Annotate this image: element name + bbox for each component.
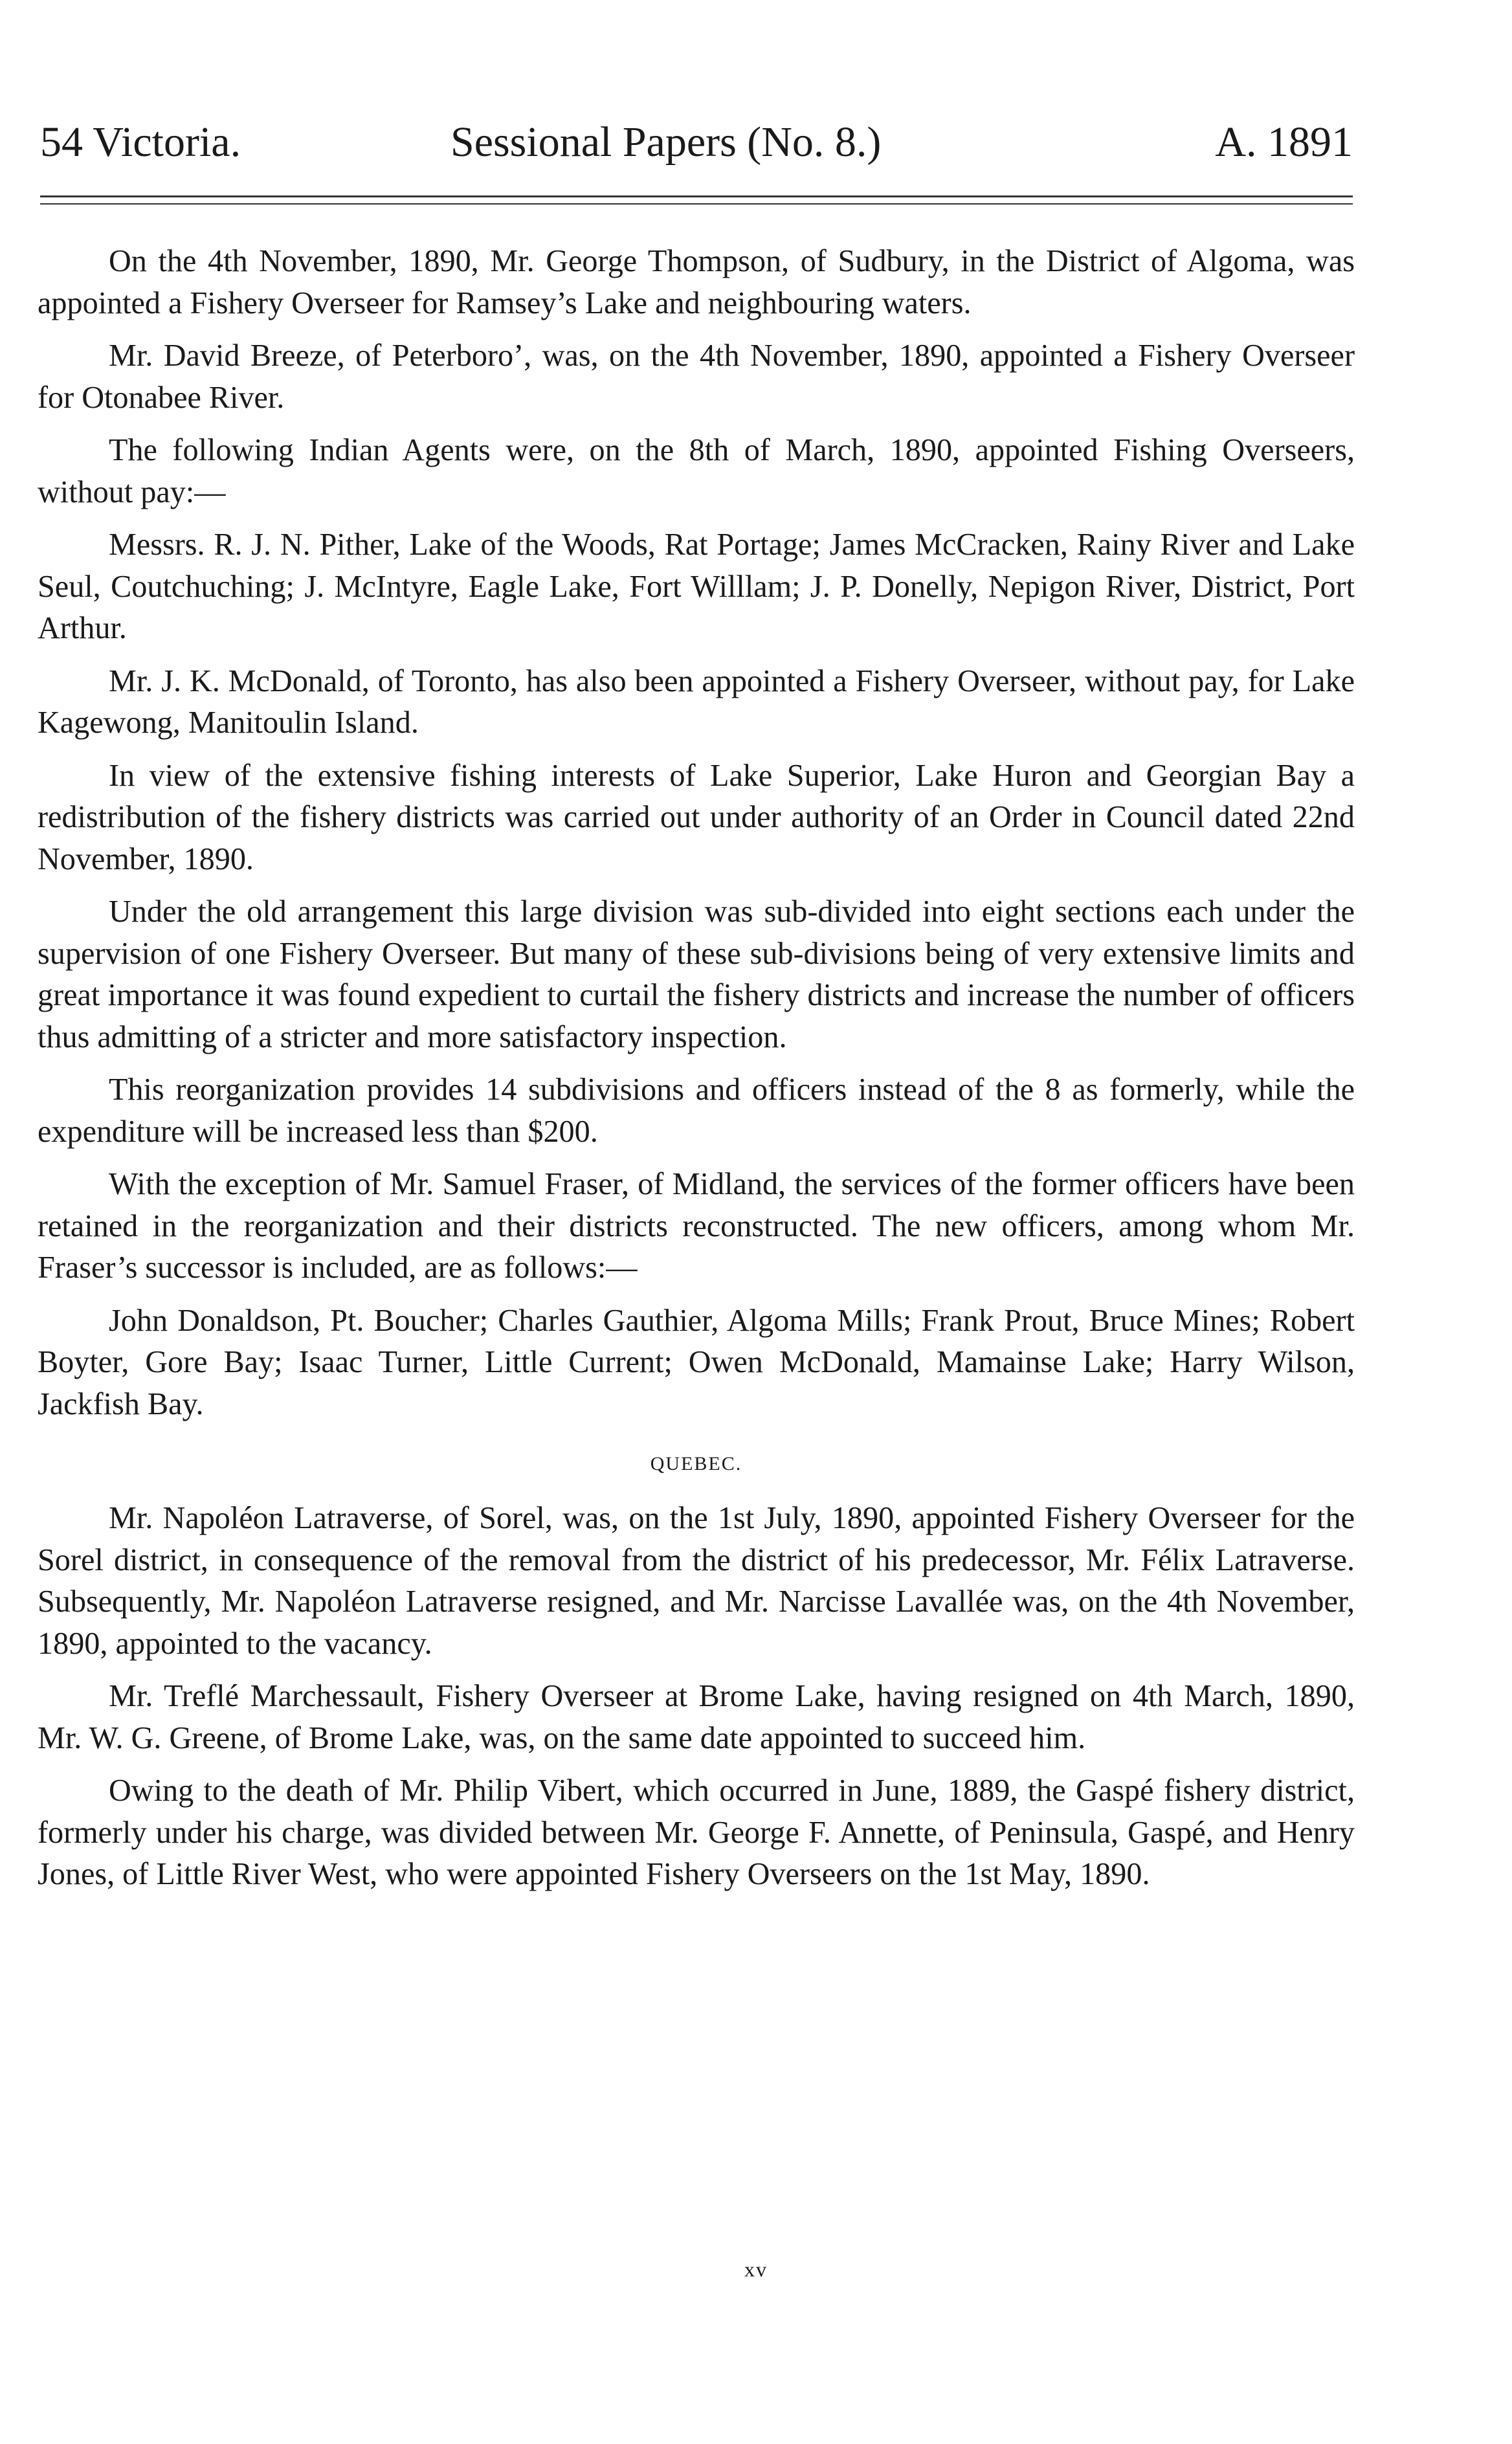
header-rule-thick bbox=[40, 195, 1353, 197]
paragraph: John Donaldson, Pt. Boucher; Charles Gauthier, Algoma Mills; Frank Prout, Bruce Mines; Robert Boyter, Gore Bay; Isaac Turner, Little Current; Owen McDonald, Mamainse Lake; Harry Wilson, Jackfish Bay. bbox=[38, 1303, 1355, 1421]
paragraph: Mr. Napoléon Latraverse, of Sorel, was, on the 1st July, 1890, appointed Fishery Overseer for the Sorel district, in consequence of the removal from the district of his predecessor, Mr. Félix Latraverse. Subsequently, Mr. Napoléon Latraverse resigned, and Mr. Narcisse Lavallée was, on the 4th November, 1890, appointed to the vacancy. bbox=[38, 1501, 1355, 1661]
paragraph: Under the old arrangement this large division was sub-divided into eight sections each under the supervision of one Fishery Overseer. But many of these sub-divisions being of very extensive limits and great importance it was found expedient to curtail the fishery districts and increase the number of officers thus admitting of a stricter and more satisfactory inspection. bbox=[38, 894, 1355, 1054]
paragraph: Mr. Treflé Marchessault, Fishery Overseer at Brome Lake, having resigned on 4th March, 1890, Mr. W. G. Greene, of Brome Lake, was, on the same date appointed to succeed him. bbox=[38, 1679, 1355, 1755]
paragraph: Mr. David Breeze, of Peterboro’, was, on the 4th November, 1890, appointed a Fishery Overseer for Otonabee River. bbox=[38, 339, 1355, 415]
page-number: xv bbox=[744, 2258, 768, 2281]
paragraph: In view of the extensive fishing interests of Lake Superior, Lake Huron and Georgian Bay a redistribution of the fishery districts was carried out under authority of an Order in Council dated 22nd November, 1890. bbox=[38, 758, 1355, 876]
header-title: Sessional Papers (No. 8.) bbox=[450, 118, 882, 166]
header-volume: 54 Victoria. bbox=[40, 118, 241, 166]
paragraph: On the 4th November, 1890, Mr. George Thompson, of Sudbury, in the District of Algoma, was appointed a Fishery Overseer for Ramsey’s Lake and neighbouring waters. bbox=[38, 244, 1355, 320]
paragraph: With the exception of Mr. Samuel Fraser, of Midland, the services of the former officers have been retained in the reorganization and their districts reconstructed. The new officers, among whom Mr. Fraser’s successor is included, are as follows:— bbox=[38, 1167, 1355, 1285]
paragraph: Messrs. R. J. N. Pither, Lake of the Woods, Rat Portage; James McCracken, Rainy River and Lake Seul, Coutchuching; J. McIntyre, Eagle Lake, Fort Willlam; J. P. Donelly, Nepigon River, District, Port Arthur. bbox=[38, 528, 1355, 645]
running-header bbox=[40, 113, 1353, 172]
header-rule-thin bbox=[40, 203, 1353, 205]
section-heading-quebec: QUEBEC. bbox=[650, 1453, 742, 1474]
paragraph: The following Indian Agents were, on the 8th of March, 1890, appointed Fishing Overseers, without pay:— bbox=[38, 433, 1355, 509]
paragraph: Owing to the death of Mr. Philip Vibert, which occurred in June, 1889, the Gaspé fishery district, formerly under his charge, was divided between Mr. George F. Annette, of Peninsula, Gaspé, and Henry Jones, of Little River West, who were appointed Fishery Overseers on the 1st May, 1890. bbox=[38, 1773, 1355, 1891]
header-year: A. 1891 bbox=[1215, 118, 1353, 166]
body-text bbox=[38, 241, 1355, 1907]
paragraph: Mr. J. K. McDonald, of Toronto, has also been appointed a Fishery Overseer, without pay, for Lake Kagewong, Manitoulin Island. bbox=[38, 663, 1355, 740]
paragraph: This reorganization provides 14 subdivisions and officers instead of the 8 as formerly, while the expenditure will be increased less than $200. bbox=[38, 1072, 1355, 1149]
